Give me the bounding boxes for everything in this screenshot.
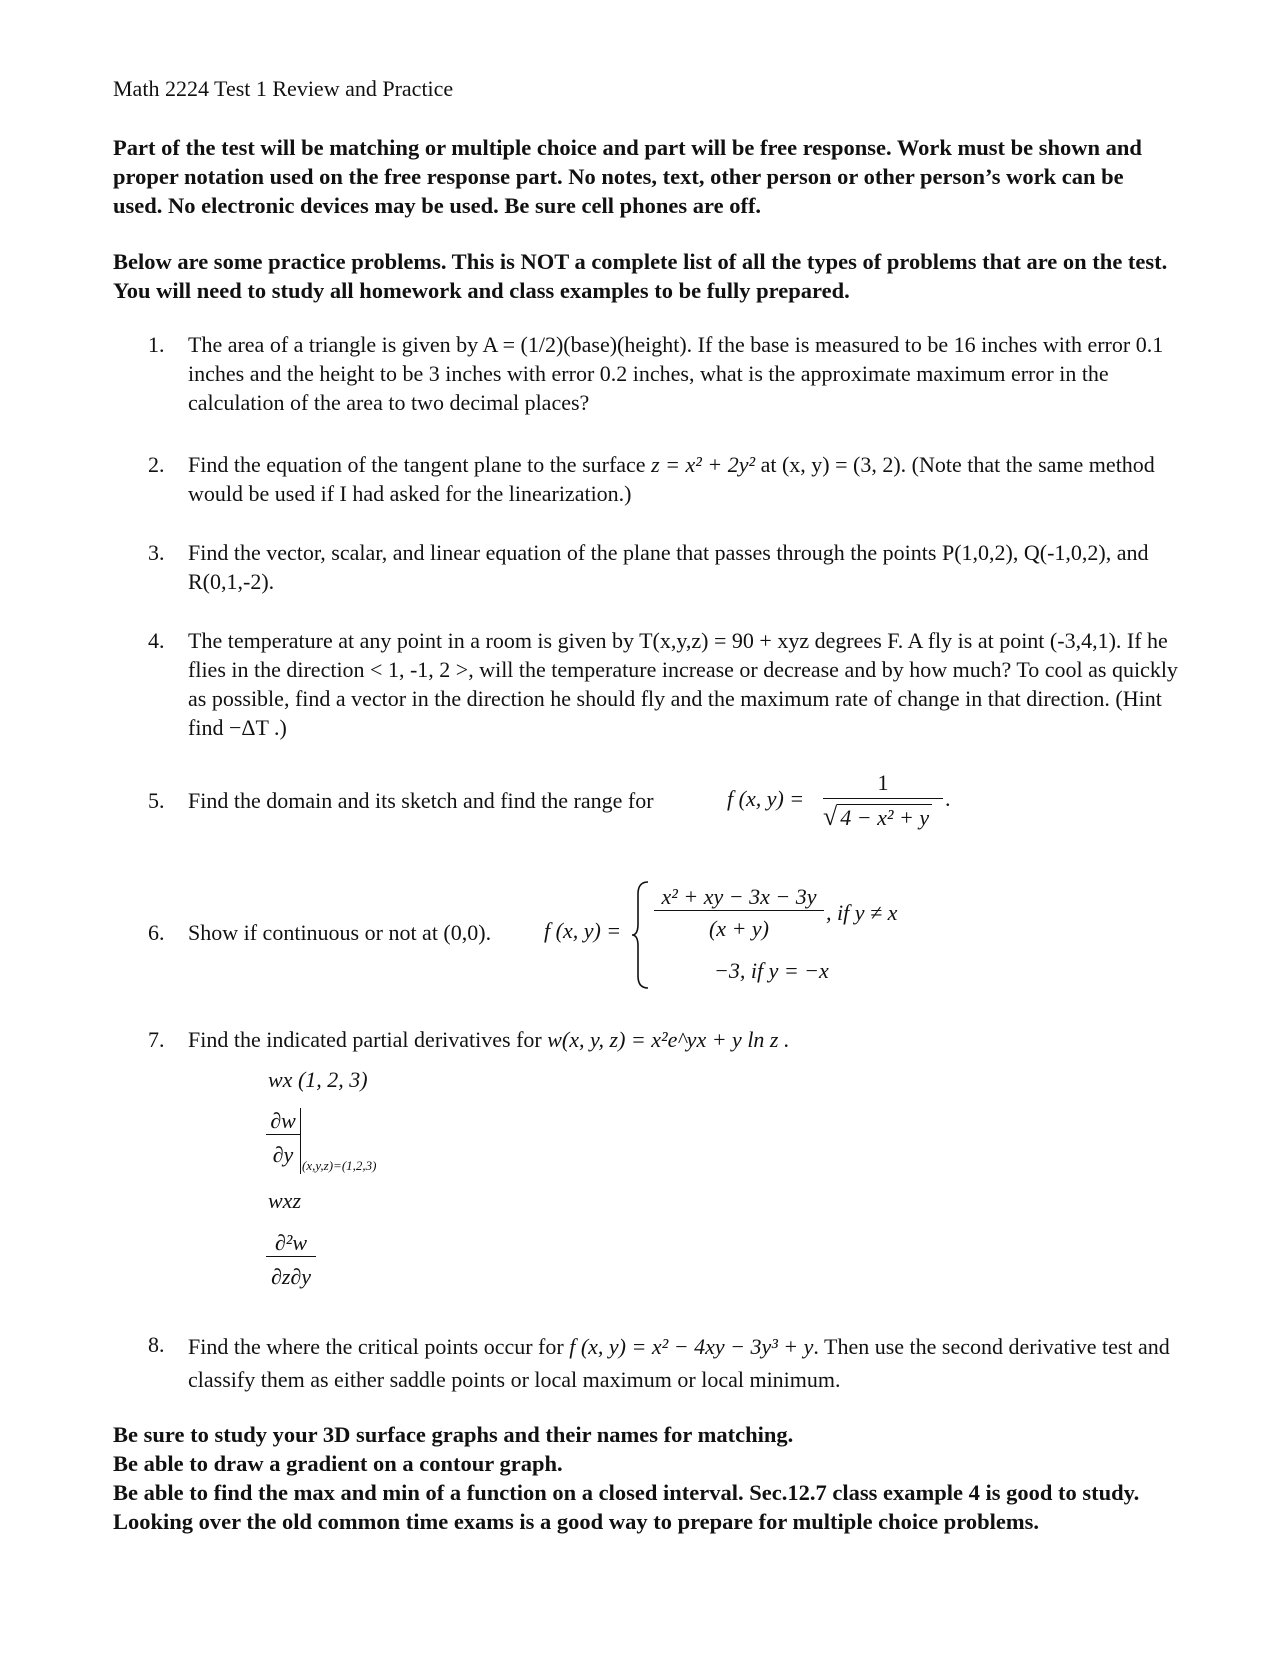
page-title: Math 2224 Test 1 Review and Practice — [113, 76, 454, 101]
problem-number: 1. — [148, 332, 165, 357]
piecewise-function-name — [544, 918, 621, 944]
closing-line-3: Be able to find the max and min of a function on a closed interval. Sec.12.7 class example 4 is good to study. Looking over the old common time exams is a good way to prepare for multiple choice problems. — [113, 1480, 1140, 1534]
test-rules: Part of the test will be matching or multiple choice and part will be free response. Work must be shown and proper notation used on the free response part. No notes, text, other person or other person’s work can be used. No electronic devices may be used. Be sure cell phones are off. — [113, 135, 1142, 218]
problem-number: 8. — [148, 1332, 165, 1357]
problem-number: 2. — [148, 452, 165, 477]
function-label — [727, 786, 804, 812]
problem-number: 7. — [148, 1027, 165, 1052]
sqrt-content: 4 − x² + y — [837, 804, 932, 830]
problem-text: Find the vector, scalar, and linear equation of the plane that passes through the points P(1,0,2), Q(-1,0,2), and R(0,1,-2). — [188, 540, 1149, 594]
problem-text-pre: Find the equation of the tangent plane to the surface — [188, 452, 652, 477]
problem-text-pre: Find the indicated partial derivatives for — [188, 1027, 548, 1052]
evaluation-bar — [300, 1108, 301, 1174]
problem-text: Show if continuous or not at (0,0). — [188, 920, 492, 945]
problem-number: 6. — [148, 920, 165, 945]
problem-number: 3. — [148, 540, 165, 565]
partial-d2w: ∂²w — [266, 1230, 316, 1257]
case1-condition: , if y ≠ x — [826, 900, 898, 925]
period: . — [945, 786, 951, 811]
partial-dy: ∂y — [272, 1142, 294, 1167]
problem-text — [188, 450, 1178, 508]
partial-wx: wx (1, 2, 3) — [268, 1067, 368, 1092]
function-name: f (x, y) = — [544, 918, 622, 943]
case1-denominator: (x + y) — [708, 916, 770, 941]
problem-text-pre: Find the where the critical points occur for — [188, 1334, 570, 1359]
partial-dw: ∂w — [266, 1108, 300, 1135]
partial-dzdy: ∂z∂y — [270, 1264, 312, 1289]
function-name: f (x, y) = — [727, 786, 805, 811]
practice-note: Below are some practice problems. This is NOT a complete list of all the types of problems that are on the test. You will need to study all homework and class examples to be fully prepared. — [113, 249, 1168, 303]
problem-text — [188, 786, 1178, 815]
problem-text — [188, 1330, 1178, 1396]
problem-text: The area of a triangle is given by A = (1/2)(base)(height). If the base is measured to be 16 inches with error 0.1 inches and the height to be 3 inches with error 0.2 inches, what is the approximate maximum error in the calculation of the area to two decimal places? — [188, 332, 1164, 415]
case2: −3, if y = −x — [714, 958, 829, 983]
closing-line-2: Be able to draw a gradient on a contour graph. — [113, 1451, 563, 1476]
case1-numerator: x² + xy − 3x − 3y — [654, 884, 824, 911]
partial-wxz: wxz — [268, 1188, 301, 1213]
left-brace-icon — [630, 880, 652, 990]
fraction-numerator: 1 — [823, 770, 943, 799]
surface-equation: z = x² + 2y² — [651, 452, 756, 477]
problem-text-pre: Find the domain and its sketch and find the range for — [188, 788, 654, 813]
problem-number: 4. — [148, 628, 165, 653]
closing-line-1: Be sure to study your 3D surface graphs and their names for matching. — [113, 1422, 794, 1447]
problem-text — [188, 1025, 1178, 1054]
fraction-denominator: √ 4 − x² + y — [823, 802, 932, 832]
problem-text-post: . Then use the second derivative test and classify them as either saddle points or local maximum or local minimum. — [188, 1334, 1170, 1392]
critical-function: f (x, y) = x² − 4xy − 3y³ + y — [569, 1334, 814, 1359]
evaluation-point: (x,y,z)=(1,2,3) — [302, 1158, 377, 1173]
problem-text: The temperature at any point in a room is given by T(x,y,z) = 90 + xyz degrees F. A fly is at point (-3,4,1). If he flies in the direction < 1, -1, 2 >, will the temperature increase or decrease and by how much? To cool as quickly as possible, find a vector in the direction he should fly and the maximum rate of change in that direction. (Hint find −ΔT .) — [188, 628, 1178, 740]
function-w: w(x, y, z) = x²e^yx + y ln z . — [547, 1027, 790, 1052]
problem-text-post: at (x, y) = (3, 2). (Note that the same method would be used if I had asked for the linearization.) — [188, 452, 1155, 506]
problem-number: 5. — [148, 788, 165, 813]
